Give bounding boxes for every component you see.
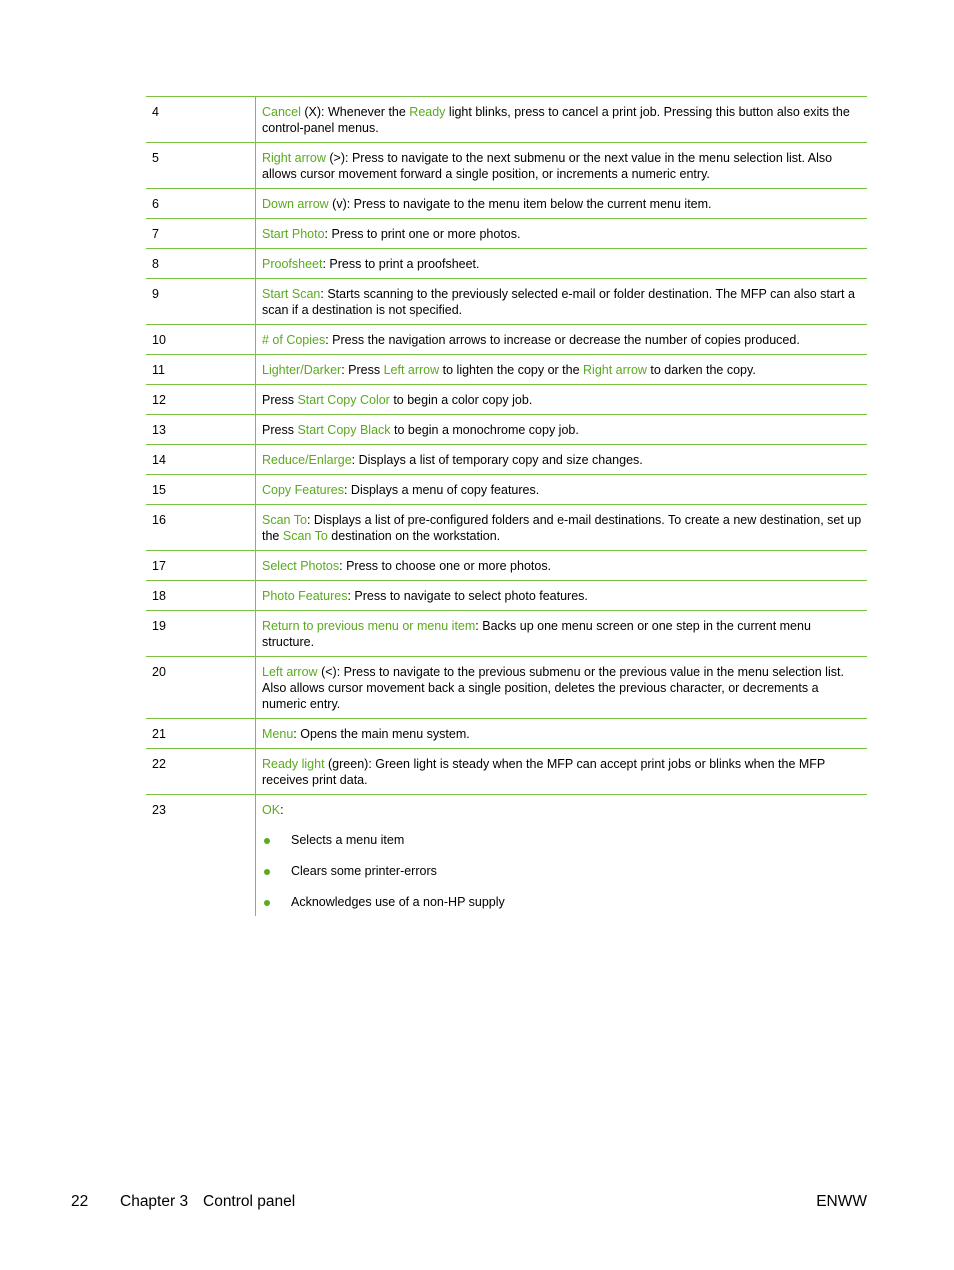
table-row: [146, 475, 867, 505]
description-text: : Displays a list of temporary copy and size changes.: [351, 453, 643, 467]
footer-chapter-title: Control panel: [203, 1193, 296, 1210]
item-number: 23: [146, 795, 256, 917]
control-name: Cancel: [262, 105, 301, 119]
table-row: [146, 219, 867, 249]
item-number: 6: [146, 189, 256, 219]
control-name: # of Copies: [262, 333, 326, 347]
description-text: destination on the workstation.: [327, 529, 501, 543]
item-description: [256, 189, 868, 219]
table-row: [146, 611, 867, 657]
description-text: Press: [262, 423, 298, 437]
table-row: [146, 749, 867, 795]
bullet-icon: [264, 838, 270, 844]
item-description: [256, 385, 868, 415]
item-description: [256, 475, 868, 505]
item-number: 21: [146, 719, 256, 749]
description-text: to darken the copy.: [646, 363, 756, 377]
description-text: : Displays a menu of copy features.: [343, 483, 540, 497]
table-row: [146, 279, 867, 325]
description-text: : Backs up one menu screen or one step in the current menu structure.: [262, 619, 811, 649]
description-text: : Opens the main menu system.: [293, 727, 470, 741]
item-description: [256, 415, 868, 445]
table-row: [146, 657, 867, 719]
control-name: Start Scan: [262, 287, 321, 301]
control-name: Return to previous menu or menu item: [262, 619, 476, 633]
item-number: 4: [146, 97, 256, 143]
control-name: Proofsheet: [262, 257, 323, 271]
description-text: Press: [262, 393, 298, 407]
item-description: [256, 279, 868, 325]
table-row: [146, 551, 867, 581]
item-number: 9: [146, 279, 256, 325]
item-number: 10: [146, 325, 256, 355]
control-name: Copy Features: [262, 483, 344, 497]
bullet-item: [262, 894, 863, 910]
control-name: Lighter/Darker: [262, 363, 342, 377]
table-row: [146, 189, 867, 219]
item-description: [256, 611, 868, 657]
control-panel-table: [146, 96, 867, 916]
item-number: 7: [146, 219, 256, 249]
bullet-icon: [264, 900, 270, 906]
bullet-text: Selects a menu item: [291, 833, 405, 847]
control-name: Start Copy Black: [297, 423, 391, 437]
control-name: Right arrow: [583, 363, 647, 377]
item-number: 8: [146, 249, 256, 279]
bullet-item: [262, 832, 863, 848]
item-number: 17: [146, 551, 256, 581]
item-description: [256, 355, 868, 385]
description-text: to begin a monochrome copy job.: [390, 423, 579, 437]
item-number: 22: [146, 749, 256, 795]
bullet-text: Clears some printer-errors: [291, 864, 437, 878]
table-row: [146, 719, 867, 749]
bullet-item: [262, 863, 863, 879]
description-text: (<): Press to navigate to the previous submenu or the previous value in the menu selection list. Also allows cursor movement back a single position, deletes the previous character, or decrements a numeric entry.: [262, 665, 844, 711]
item-description: [256, 749, 868, 795]
item-number: 19: [146, 611, 256, 657]
description-text: : Press the navigation arrows to increase or decrease the number of copies produced.: [325, 333, 800, 347]
table-row: [146, 355, 867, 385]
control-name: Left arrow: [383, 363, 440, 377]
footer-page-number: 22: [71, 1193, 89, 1210]
description-text: : Starts scanning to the previously selected e-mail or folder destination. The MFP can also start a scan if a destination is not specified.: [262, 287, 855, 317]
item-description: [256, 97, 868, 143]
item-description: [256, 657, 868, 719]
description-text: to lighten the copy or the: [439, 363, 584, 377]
item-number: 14: [146, 445, 256, 475]
description-text: : Press to print a proofsheet.: [322, 257, 480, 271]
table-row: [146, 97, 867, 143]
control-name: Down arrow: [262, 197, 329, 211]
description-text: (green): Green light is steady when the MFP can accept print jobs or blinks when the MFP receives print data.: [262, 757, 826, 787]
control-name: Start Photo: [262, 227, 325, 241]
item-description: [256, 719, 868, 749]
table-row: [146, 249, 867, 279]
item-description: [256, 505, 868, 551]
control-name: OK: [262, 803, 281, 817]
control-name: Photo Features: [262, 589, 348, 603]
bullet-list: [262, 832, 863, 910]
table-row: [146, 325, 867, 355]
item-description: [256, 445, 868, 475]
item-number: 11: [146, 355, 256, 385]
control-name: Scan To: [282, 529, 328, 543]
table-row: [146, 795, 867, 917]
table-row: [146, 143, 867, 189]
table-row: [146, 415, 867, 445]
item-description: [256, 143, 868, 189]
bullet-text: Acknowledges use of a non-HP supply: [291, 895, 505, 909]
control-name: Scan To: [262, 513, 307, 527]
control-name: Reduce/Enlarge: [262, 453, 352, 467]
control-name: Left arrow: [262, 665, 318, 679]
bullet-icon: [264, 869, 270, 875]
item-number: 5: [146, 143, 256, 189]
table-row: [146, 505, 867, 551]
table-row: [146, 385, 867, 415]
item-description: [256, 219, 868, 249]
description-text: : Press to choose one or more photos.: [339, 559, 552, 573]
control-name: Menu: [262, 727, 294, 741]
control-name: Start Copy Color: [297, 393, 390, 407]
description-text: : Press: [341, 363, 384, 377]
description-text: (v): Press to navigate to the menu item below the current menu item.: [328, 197, 712, 211]
description-text: (>): Press to navigate to the next submenu or the next value in the menu selection list. Also allows cursor movement forward a single position, or increments a numeric entry.: [262, 151, 833, 181]
table-row: [146, 445, 867, 475]
item-description: [256, 581, 868, 611]
item-description: [256, 325, 868, 355]
item-number: 18: [146, 581, 256, 611]
item-number: 15: [146, 475, 256, 505]
control-name: Ready light: [262, 757, 325, 771]
description-text: (X): Whenever the: [300, 105, 410, 119]
description-text: : Press to navigate to select photo features.: [347, 589, 588, 603]
item-description: [256, 551, 868, 581]
control-name: Ready: [409, 105, 446, 119]
description-text: to begin a color copy job.: [389, 393, 533, 407]
control-name: Right arrow: [262, 151, 326, 165]
table-body: [146, 97, 867, 917]
item-number: 13: [146, 415, 256, 445]
footer-enww: ENWW: [816, 1193, 867, 1210]
description-text: :: [280, 803, 284, 817]
description-text: : Press to print one or more photos.: [324, 227, 521, 241]
item-number: 16: [146, 505, 256, 551]
description-text: : Displays a list of pre-configured folders and e-mail destinations. To create a new destination, set up the: [262, 513, 862, 543]
control-name: Select Photos: [262, 559, 340, 573]
item-number: 20: [146, 657, 256, 719]
item-number: 12: [146, 385, 256, 415]
footer-chapter: Chapter 3: [120, 1193, 189, 1210]
table-row: [146, 581, 867, 611]
description-text: light blinks, press to cancel a print job. Pressing this button also exits the control-panel menus.: [262, 105, 850, 135]
item-description: [256, 795, 868, 917]
item-description: [256, 249, 868, 279]
